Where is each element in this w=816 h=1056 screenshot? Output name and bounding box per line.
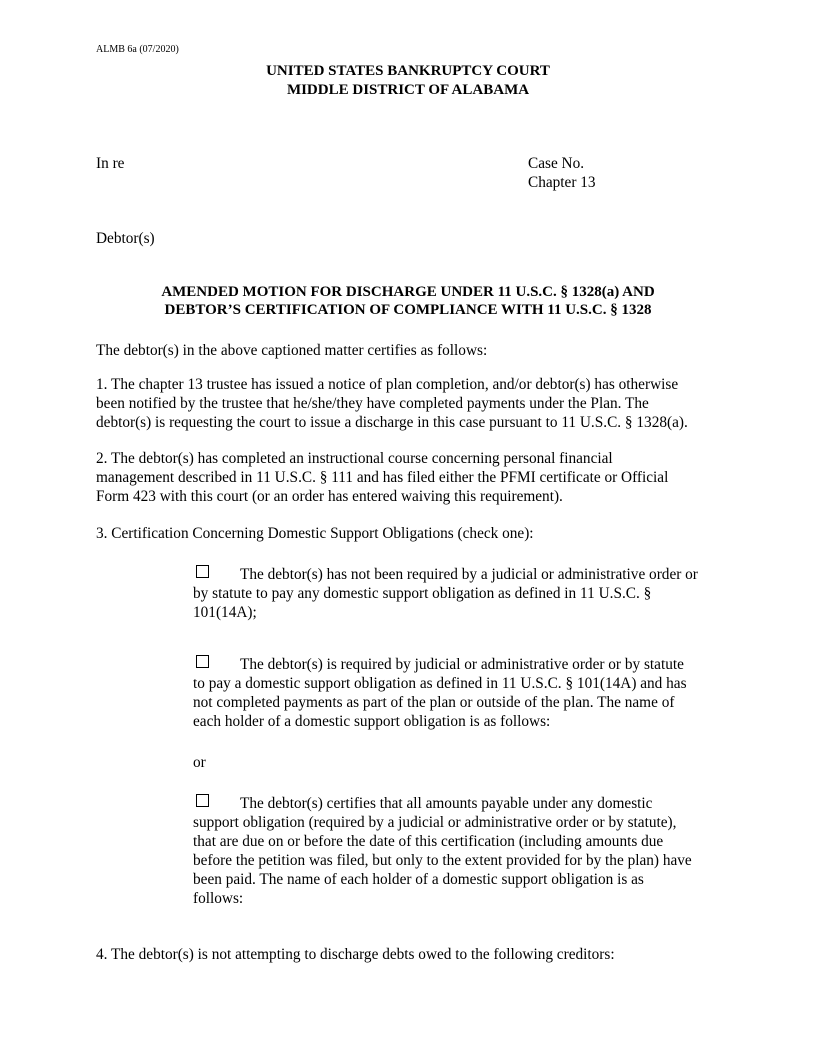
case-no-label: Case No. (528, 155, 585, 172)
paragraph-2-line: management described in 11 U.S.C. § 111 and has filed either the PFMI certificate or Official (96, 469, 669, 486)
court-district: MIDDLE DISTRICT OF ALABAMA (286, 82, 530, 98)
in-re-label: In re (96, 155, 125, 172)
paragraph-3-text: 3. Certification Concerning Domestic Support Obligations (check one): (96, 525, 534, 542)
paragraph-4-text: 4. The debtor(s) is not attempting to discharge debts owed to the following creditors: (96, 946, 615, 963)
paragraph-1-line: debtor(s) is requesting the court to issue a discharge in this case pursuant to 11 U.S.C. § 1328(a). (96, 414, 688, 431)
court-name: UNITED STATES BANKRUPTCY COURT (266, 63, 550, 79)
option-3-first-line (193, 794, 733, 813)
dso-option-required-not-paid (193, 655, 733, 731)
option-2-line: not completed payments as part of the plan or outside of the plan. The name of (193, 694, 675, 711)
debtors-label: Debtor(s) (96, 230, 155, 247)
option-3-line: The debtor(s) certifies that all amounts payable under any domestic (240, 795, 653, 812)
paragraph-1-line: 1. The chapter 13 trustee has issued a notice of plan completion, and/or debtor(s) has otherwise (96, 376, 679, 393)
option-1-checkbox[interactable] (196, 565, 209, 578)
form-id: ALMB 6a (07/2020) (96, 44, 179, 55)
option-2-line: The debtor(s) is required by judicial or administrative order or by statute (240, 656, 684, 673)
option-2-line: each holder of a domestic support obligation is as follows: (193, 713, 551, 730)
option-2-checkbox[interactable] (196, 655, 209, 668)
intro-paragraph (96, 341, 736, 360)
option-3-line: follows: (193, 890, 244, 907)
option-3-line: support obligation (required by a judicial or administrative order or by statute), (193, 814, 677, 831)
option-1-first-line (193, 565, 733, 584)
option-3-checkbox[interactable] (196, 794, 209, 807)
paragraph-3 (96, 524, 736, 543)
intro-text: The debtor(s) in the above captioned matter certifies as follows: (96, 342, 488, 359)
paragraph-2-line: Form 423 with this court (or an order has entered waiving this requirement). (96, 488, 563, 505)
chapter-label: Chapter 13 (528, 174, 596, 191)
dso-option-not-required (193, 565, 733, 622)
motion-title-line2: DEBTOR’S CERTIFICATION OF COMPLIANCE WITH 11 U.S.C. § 1328 (164, 302, 652, 318)
option-3-line: been paid. The name of each holder of a domestic support obligation is as (193, 871, 644, 888)
option-1-line: by statute to pay any domestic support obligation as defined in 11 U.S.C. § (193, 585, 652, 602)
paragraph-1 (96, 375, 736, 432)
paragraph-4 (96, 945, 736, 964)
paragraph-2 (96, 449, 736, 506)
option-3-line: before the petition was filed, but only to the extent provided for by the plan) have (193, 852, 692, 869)
option-2-first-line (193, 655, 733, 674)
option-2-line: to pay a domestic support obligation as defined in 11 U.S.C. § 101(14A) and has (193, 675, 687, 692)
paragraph-1-line: been notified by the trustee that he/she/they have completed payments under the Plan. The (96, 395, 649, 412)
motion-title-line1: AMENDED MOTION FOR DISCHARGE UNDER 11 U.S.C. § 1328(a) AND (161, 284, 655, 300)
option-1-line: 101(14A); (193, 604, 257, 621)
or-separator: or (193, 754, 206, 771)
option-1-line: The debtor(s) has not been required by a judicial or administrative order or (240, 566, 698, 583)
paragraph-2-line: 2. The debtor(s) has completed an instructional course concerning personal financial (96, 450, 613, 467)
option-3-line: that are due on or before the date of this certification (including amounts due (193, 833, 664, 850)
dso-option-paid (193, 794, 733, 908)
